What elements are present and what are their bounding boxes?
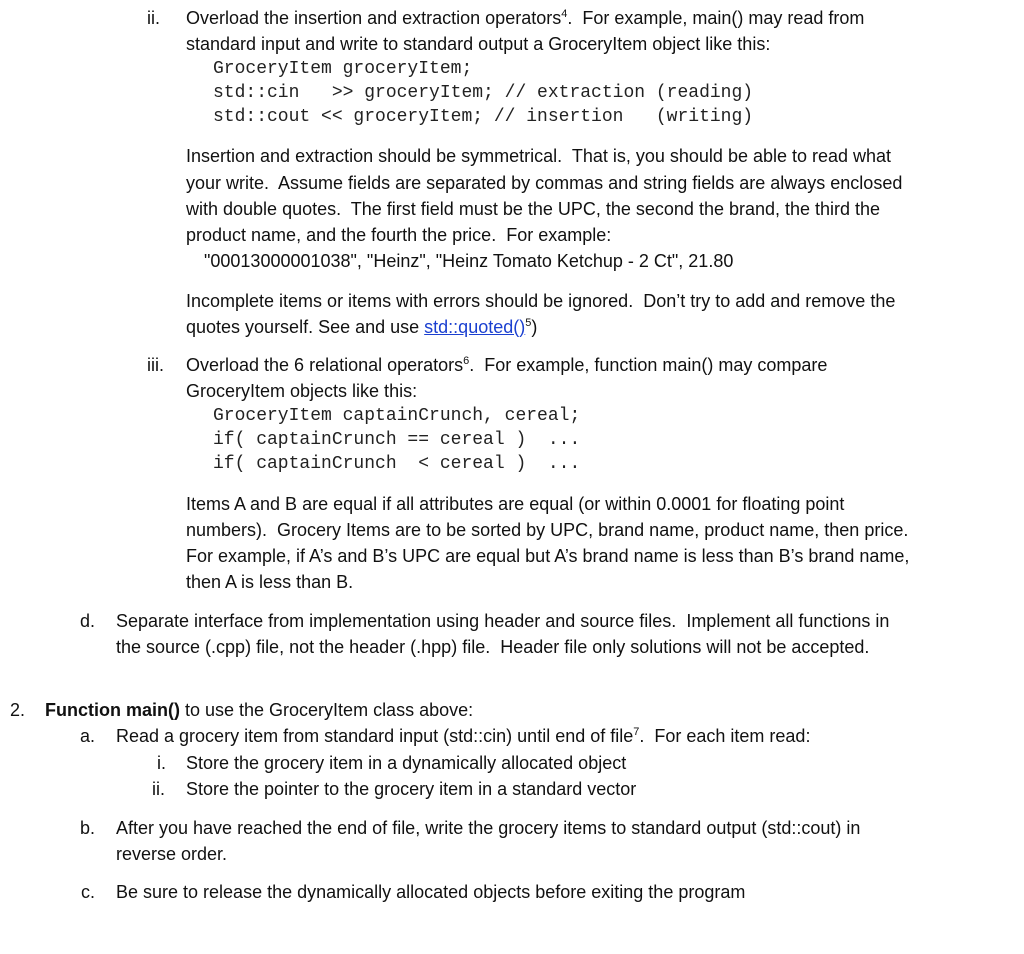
- list-marker: i.: [157, 753, 166, 773]
- text-line: Insertion and extraction should be symmetrical. That is, you should be able to read what: [186, 146, 892, 166]
- text-line: Incomplete items or items with errors should be ignored. Don’t try to add and remove the: [186, 291, 896, 311]
- text-line: For example, if A’s and B’s UPC are equal but A’s brand name is less than B’s brand name,: [186, 546, 910, 566]
- text-line: numbers). Grocery Items are to be sorted by UPC, brand name, product name, then price.: [186, 520, 909, 540]
- footnote-ref: 7: [633, 726, 640, 738]
- code-line: GroceryItem groceryItem;: [213, 59, 473, 79]
- text-line: reverse order.: [116, 844, 228, 864]
- text-line: GroceryItem objects like this:: [186, 381, 418, 401]
- list-marker: d.: [80, 611, 96, 631]
- text-line: your write. Assume fields are separated by commas and string fields are always enclosed: [186, 173, 903, 193]
- text-line: Separate interface from implementation using header and source files. Implement all functions in: [116, 611, 890, 631]
- section-heading: Function main() to use the GroceryItem class above:: [45, 700, 474, 720]
- text-line: product name, and the fourth the price. For example:: [186, 225, 612, 245]
- code-line: if( captainCrunch == cereal ) ...: [213, 430, 581, 450]
- text-line: Overload the 6 relational operators$^6$. For example, function main() may compare: [186, 355, 828, 375]
- text-line: quotes yourself. See and use std::quoted()$^5$): [186, 317, 538, 337]
- list-marker: a.: [80, 726, 96, 746]
- list-marker: ii.: [152, 779, 165, 799]
- std-quoted-link[interactable]: std::quoted(): [424, 317, 526, 337]
- text-line: Be sure to release the dynamically allocated objects before exiting the program: [116, 882, 746, 902]
- list-marker: 2.: [10, 700, 26, 720]
- text-line: the source (.cpp) file, not the header (.hpp) file. Header file only solutions will not be accepted.: [116, 637, 870, 657]
- text-line: Store the pointer to the grocery item in a standard vector: [186, 779, 637, 799]
- footnote-ref: 4: [561, 8, 568, 20]
- code-line: std::cout << groceryItem; // insertion (writing): [213, 107, 754, 127]
- text-line: then A is less than B.: [186, 572, 354, 592]
- list-marker: iii.: [147, 355, 164, 375]
- text-line: Read a grocery item from standard input (std::cin) until end of file$^7$. For each item read:: [116, 726, 811, 746]
- text-line: standard input and write to standard output a GroceryItem object like this:: [186, 34, 771, 54]
- footnote-ref: 6: [463, 355, 470, 367]
- text-line: After you have reached the end of file, write the grocery items to standard output (std::cout) in: [116, 818, 861, 838]
- list-marker: ii.: [147, 8, 160, 28]
- example-line: "00013000001038", "Heinz", "Heinz Tomato Ketchup - 2 Ct", 21.80: [204, 251, 734, 271]
- footnote-ref: 5: [525, 317, 532, 329]
- text-line: with double quotes. The first field must be the UPC, the second the brand, the third the: [186, 199, 881, 219]
- code-line: std::cin >> groceryItem; // extraction (reading): [213, 83, 754, 103]
- text-line: Store the grocery item in a dynamically allocated object: [186, 753, 627, 773]
- text-line: Items A and B are equal if all attributes are equal (or within 0.0001 for floating point: [186, 494, 845, 514]
- code-line: if( captainCrunch < cereal ) ...: [213, 454, 581, 474]
- text-line: Overload the insertion and extraction operators$^4$. For example, main() may read from: [186, 8, 865, 28]
- list-marker: c.: [81, 882, 96, 902]
- code-line: GroceryItem captainCrunch, cereal;: [213, 406, 581, 426]
- list-marker: b.: [80, 818, 96, 838]
